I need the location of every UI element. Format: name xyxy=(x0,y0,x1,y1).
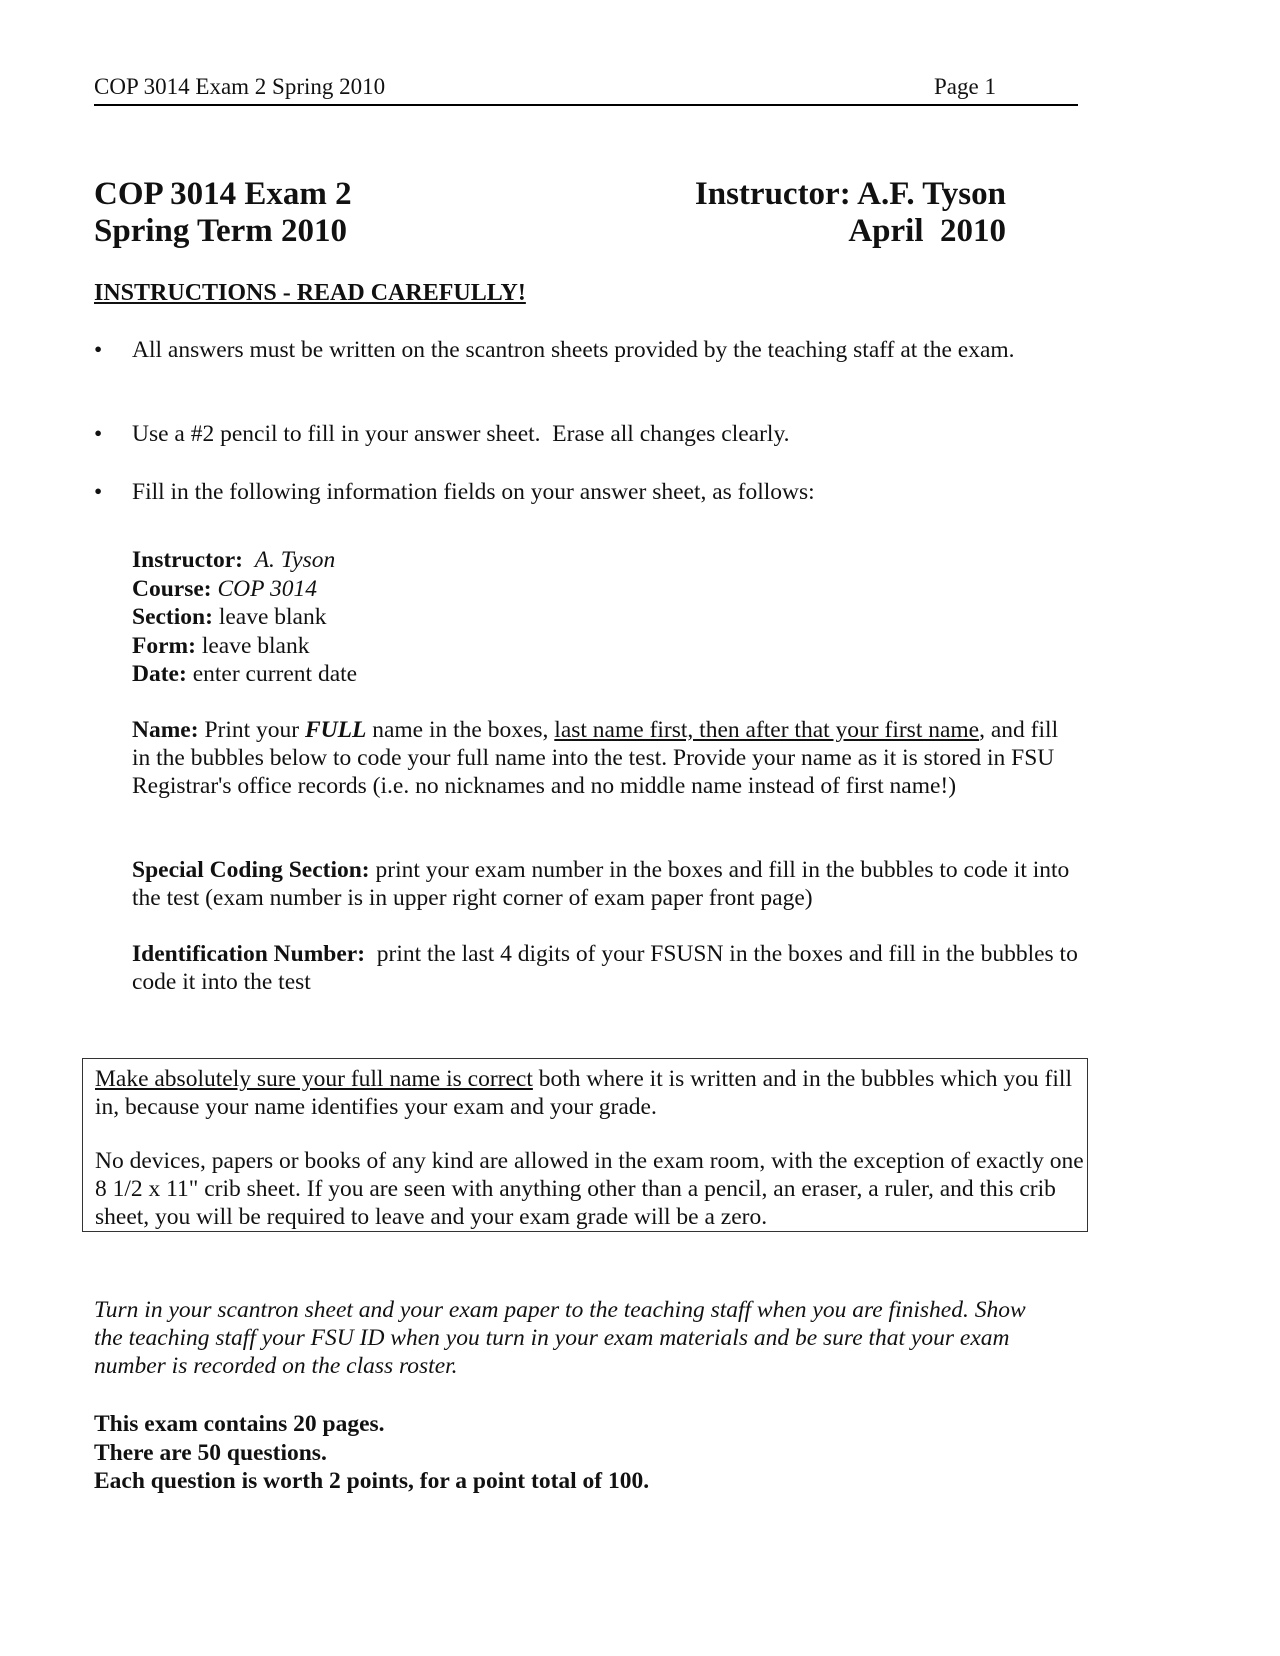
field-label: Form: xyxy=(132,632,196,659)
name-text-2: name in the boxes, xyxy=(372,717,549,743)
turn-in-instructions: Turn in your scantron sheet and your exam paper to the teaching staff when you are finished. Show the teaching staff your FSU ID when you turn in your exam materials and be sure that your exam number is recorded on the class roster. xyxy=(94,1297,1026,1379)
field-label: Instructor: xyxy=(132,547,243,573)
name-emphasis: FULL xyxy=(304,717,367,743)
special-coding-text: print your exam number in the boxes and fill in the bubbles to code it into the test (exam number is in upper right corner of exam paper front page) xyxy=(132,857,1070,911)
title-right xyxy=(695,176,1006,250)
title-left xyxy=(94,176,352,250)
special-coding-instructions xyxy=(132,856,1082,912)
notice-text: both where it is written and in the bubbles which you fill in, because your name identifies your exam and your grade. xyxy=(95,1066,1072,1120)
bullet-text: Use a #2 pencil to fill in your answer sheet. Erase all changes clearly. xyxy=(132,421,790,447)
notice-name-correct xyxy=(95,1065,1085,1121)
exam-summary xyxy=(94,1410,649,1496)
bullet-icon: • xyxy=(94,337,103,363)
field-row-instructor xyxy=(132,546,357,575)
field-value: leave blank xyxy=(201,632,310,659)
field-row-form xyxy=(132,632,357,661)
bullet-text: Fill in the following information fields on your answer sheet, as follows: xyxy=(132,479,815,505)
special-coding-label: Special Coding Section: xyxy=(132,857,370,883)
identification-instructions xyxy=(132,940,1082,996)
date-title: April 2010 xyxy=(848,213,1006,249)
summary-pages: This exam contains 20 pages. xyxy=(94,1411,385,1437)
field-row-course xyxy=(132,575,357,604)
field-value: leave blank xyxy=(218,604,327,630)
field-label: Course: xyxy=(132,575,212,602)
running-header xyxy=(94,74,1078,106)
course-exam-title: COP 3014 Exam 2 xyxy=(94,176,352,212)
page-number: Page 1 xyxy=(934,74,996,99)
bullet-icon: • xyxy=(94,421,103,447)
notice-box xyxy=(82,1058,1088,1232)
name-label: Name: xyxy=(132,717,199,743)
identification-text: print the last 4 digits of your FSUSN in the boxes and fill in the bubbles to code it into the test xyxy=(132,941,1078,995)
field-value: COP 3014 xyxy=(217,575,317,602)
notice-devices: No devices, papers or books of any kind are allowed in the exam room, with the exception of exactly one 8 1/2 x 11" crib sheet. If you are seen with anything other than a pencil, an eraser, a ruler, and this crib sheet, you will be required to leave and your exam grade will be a zero. xyxy=(95,1148,1084,1230)
field-label: Section: xyxy=(132,604,213,630)
answer-sheet-fields xyxy=(132,546,357,689)
bullet-text: All answers must be written on the scantron sheets provided by the teaching staff at the exam. xyxy=(132,337,1015,363)
name-underlined: last name first, then after that your first name xyxy=(554,717,980,743)
name-text-1: Print your xyxy=(204,717,300,743)
field-row-date xyxy=(132,660,357,689)
field-label: Date: xyxy=(132,661,187,687)
field-row-section xyxy=(132,603,357,632)
instructor-title: Instructor: A.F. Tyson xyxy=(694,176,1006,212)
header-rule xyxy=(94,104,1078,106)
summary-questions: There are 50 questions. xyxy=(94,1439,327,1466)
bullet-icon: • xyxy=(94,479,103,505)
instructions-heading: INSTRUCTIONS - READ CAREFULLY! xyxy=(94,280,526,306)
name-text-3: , and fill in the bubbles below to code your full name into the test. Provide your name as it is stored in FSU Registrar's office records (i.e. no nicknames and no middle name instead of first name!) xyxy=(132,717,1059,799)
term-title: Spring Term 2010 xyxy=(94,213,348,249)
header-title: COP 3014 Exam 2 Spring 2010 xyxy=(94,74,386,99)
summary-points: Each question is worth 2 points, for a point total of 100. xyxy=(94,1468,650,1494)
field-value: enter current date xyxy=(192,661,358,687)
name-instructions xyxy=(132,716,1082,800)
identification-label: Identification Number: xyxy=(132,941,366,967)
field-value: A. Tyson xyxy=(254,547,336,573)
notice-underlined: Make absolutely sure your full name is correct xyxy=(95,1066,533,1092)
